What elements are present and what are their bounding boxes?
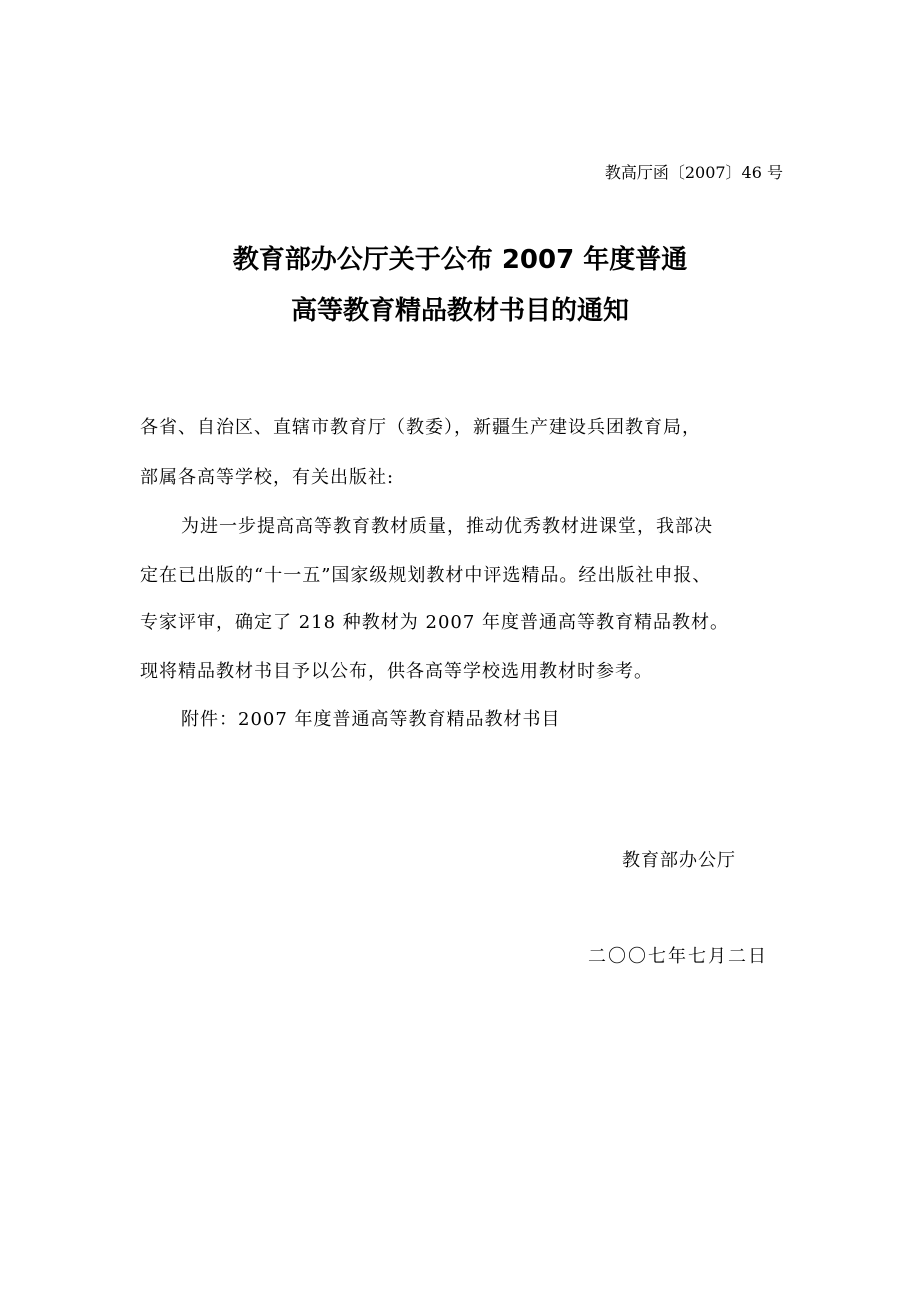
document-title-line-2: 高等教育精品教材书目的通知 xyxy=(290,296,629,326)
body-line-2: 定在已出版的“十一五”国家级规划教材中评选精品。经出版社申报、 xyxy=(140,565,712,586)
addressee-line-2: 部属各高等学校，有关出版社: xyxy=(140,467,395,488)
addressee-line-1: 各省、自治区、直辖市教育厅（教委），新疆生产建设兵团教育局， xyxy=(140,417,701,438)
attachment-line: 附件：2007 年度普通高等教育精品教材书目 xyxy=(181,709,561,730)
body-line-1: 为进一步提高高等教育教材质量，推动优秀教材进课堂，我部决 xyxy=(181,516,713,537)
body-line-3: 专家评审，确定了 218 种教材为 2007 年度普通高等教育精品教材。 xyxy=(140,612,730,633)
body-line-4: 现将精品教材书目予以公布，供各高等学校选用教材时参考。 xyxy=(140,661,653,682)
issue-date: 二〇〇七年七月二日 xyxy=(588,946,768,967)
document-title-line-1: 教育部办公厅关于公布 2007 年度普通 xyxy=(232,245,688,275)
issuer-signature: 教育部办公厅 xyxy=(622,850,736,871)
document-number: 教高厅函〔2007〕46 号 xyxy=(604,163,783,182)
